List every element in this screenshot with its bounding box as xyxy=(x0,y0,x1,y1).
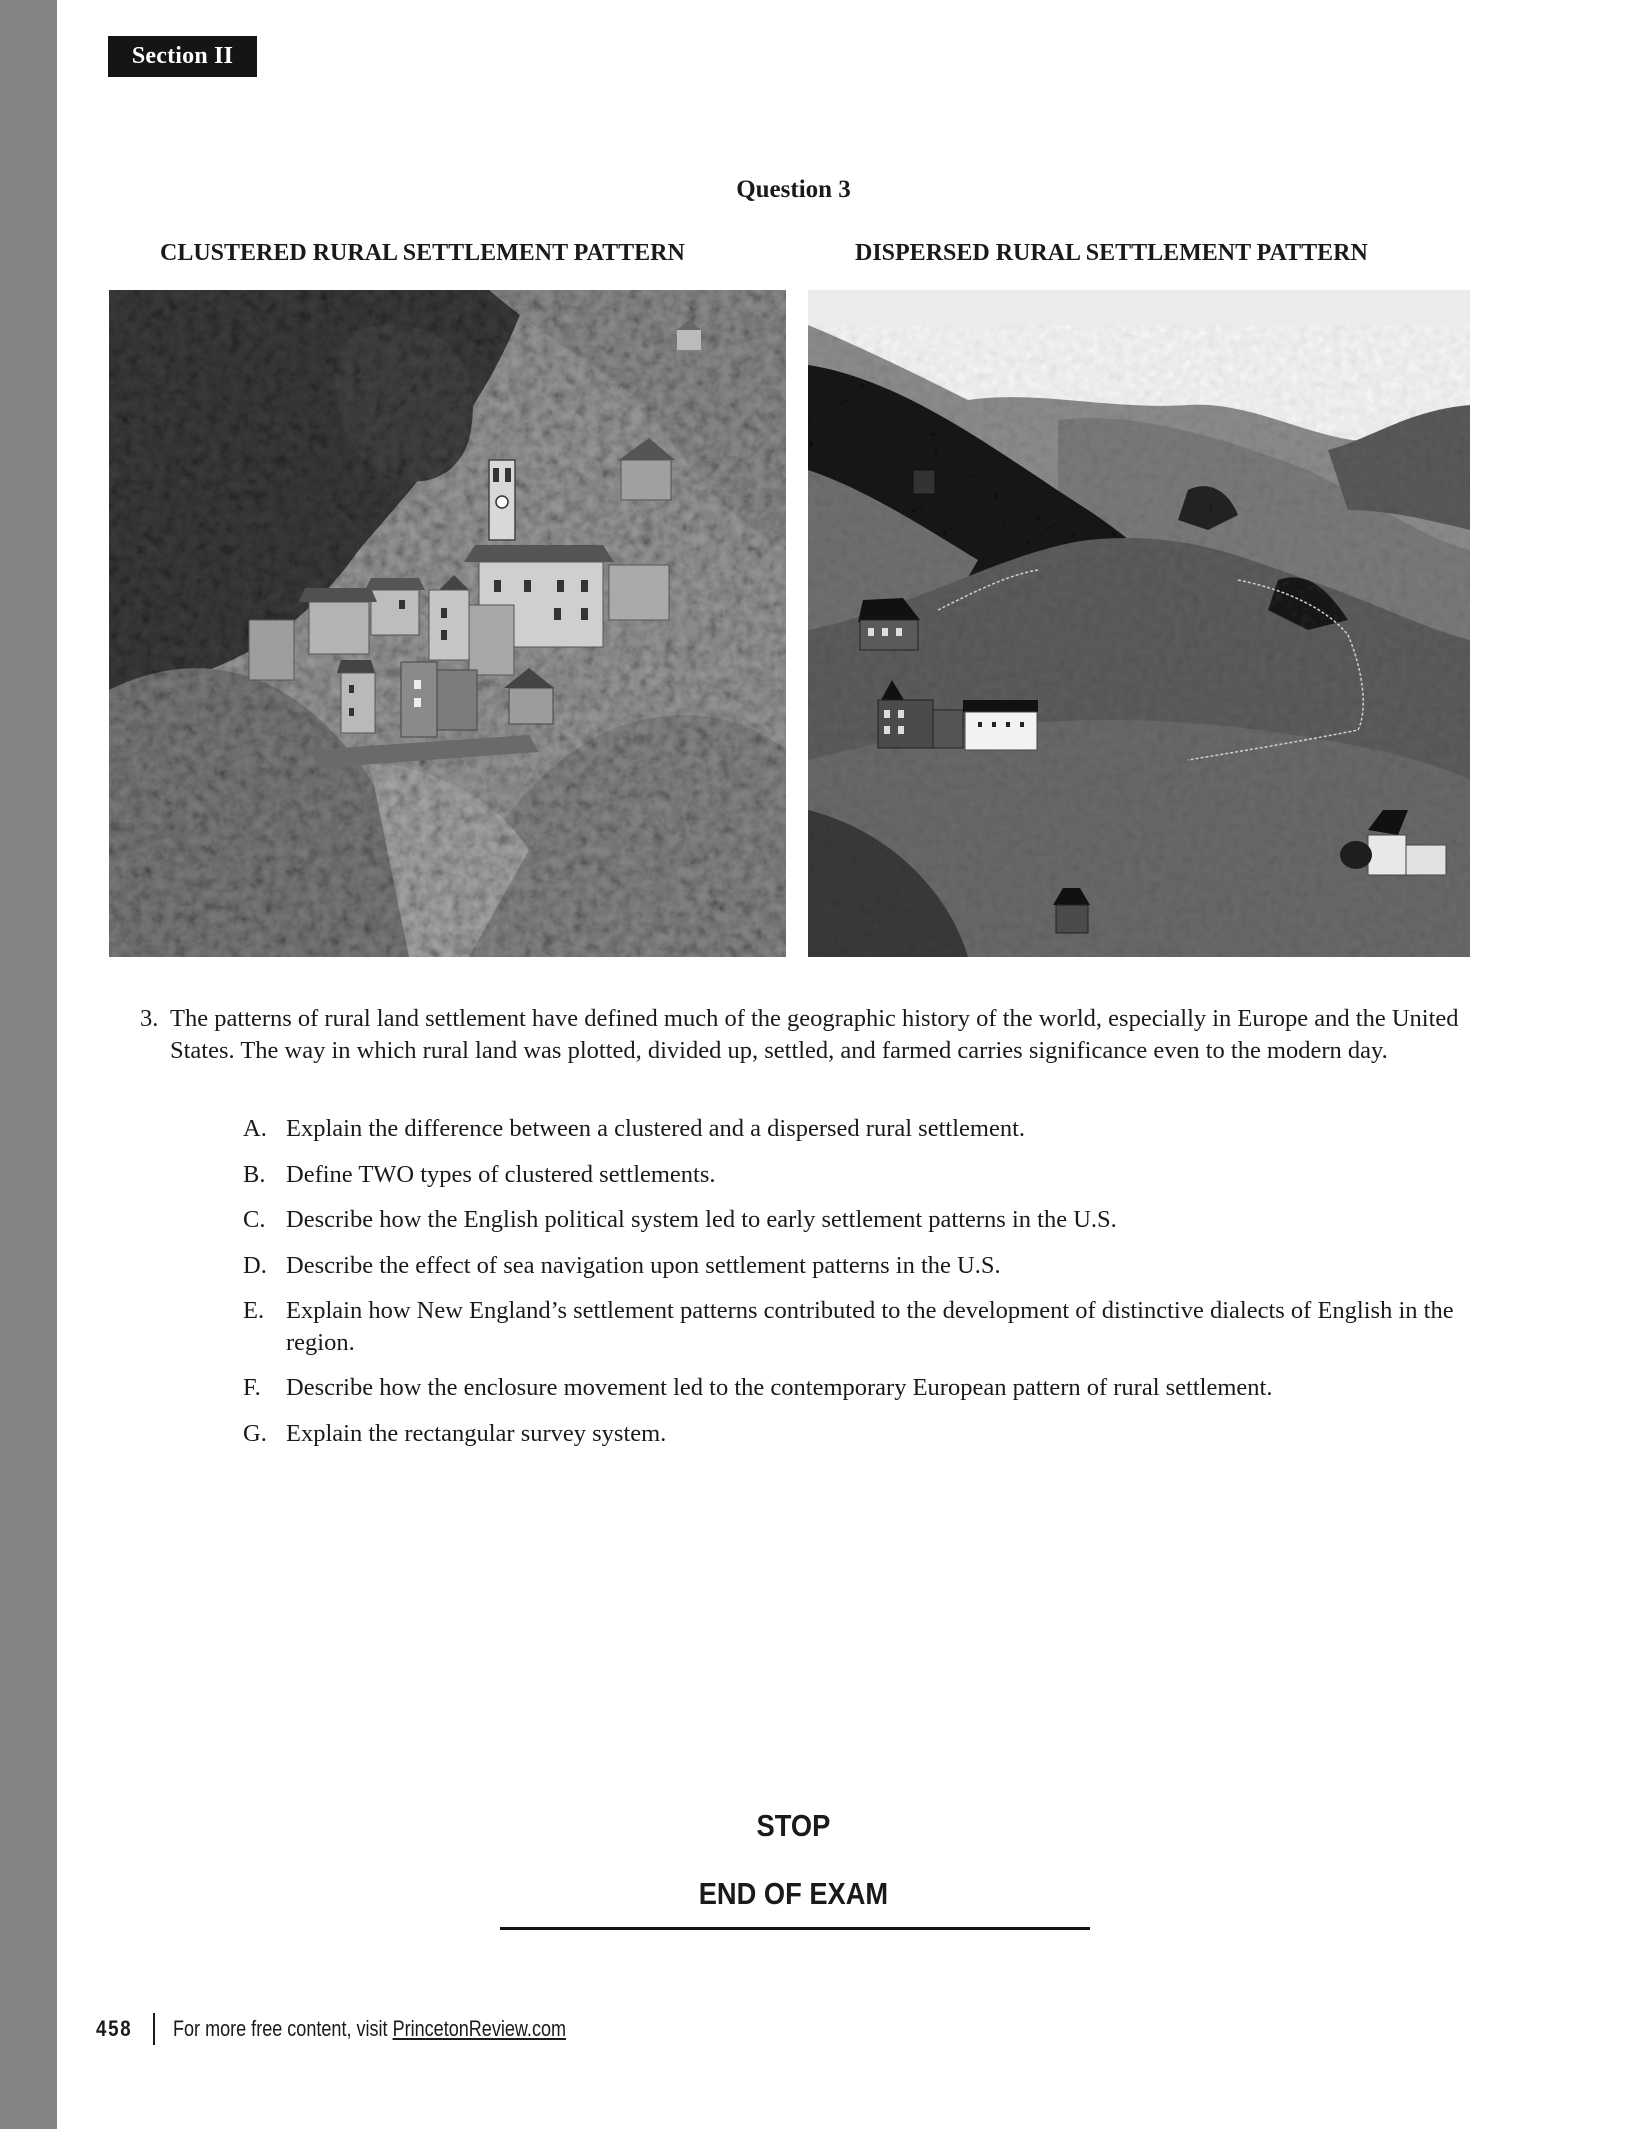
question-part-a xyxy=(243,1113,1483,1145)
question-part-c xyxy=(243,1204,1483,1236)
part-letter: A. xyxy=(243,1115,267,1142)
page-number: 458 xyxy=(96,2016,133,2041)
page-footer xyxy=(96,2012,652,2046)
end-of-exam-heading: END OF EXAM xyxy=(698,1876,889,1911)
part-text: Explain how New England’s settlement patterns contributed to the development of distinctive dialects of English in the region. xyxy=(286,1297,1454,1356)
part-text: Explain the rectangular survey system. xyxy=(286,1419,667,1447)
part-letter: B. xyxy=(243,1160,266,1188)
question-3 xyxy=(140,1003,1470,1066)
question-stem: The patterns of rural land settlement have defined much of the geographic history of the world, especially in Europe and the United States. The way in which rural land was plotted, divided up, settled, and farmed carries significance even to the modern day. xyxy=(170,1005,1459,1064)
part-text: Explain the difference between a clustered and a dispersed rural settlement. xyxy=(286,1115,1025,1142)
page-side-bar xyxy=(0,0,57,2129)
figure-label-dispersed: DISPERSED RURAL SETTLEMENT PATTERN xyxy=(855,240,1368,266)
footer-promo-text: For more free content, visit xyxy=(172,2016,393,2041)
part-text: Describe how the enclosure movement led to the contemporary European pattern of rural settlement. xyxy=(286,1374,1273,1401)
part-letter: E. xyxy=(243,1297,265,1324)
question-number: 3. xyxy=(140,1005,159,1032)
question-part-g xyxy=(243,1418,1483,1450)
section-tab xyxy=(108,36,257,77)
dispersed-settlement-image xyxy=(808,290,1470,957)
question-part-b xyxy=(243,1159,1483,1191)
figure-label-clustered: CLUSTERED RURAL SETTLEMENT PATTERN xyxy=(160,240,685,266)
question-part-f xyxy=(243,1372,1483,1404)
question-part-e xyxy=(243,1295,1483,1358)
footer-divider xyxy=(153,2013,155,2045)
part-text: Describe the effect of sea navigation upon settlement patterns in the U.S. xyxy=(286,1251,1001,1279)
clustered-settlement-image xyxy=(109,290,786,957)
footer-text xyxy=(173,2016,566,2042)
princeton-review-link[interactable]: PrincetonReview.com xyxy=(392,2016,566,2041)
part-text: Define TWO types of clustered settlements. xyxy=(286,1160,716,1188)
question-title: Question 3 xyxy=(736,176,851,203)
part-letter: C. xyxy=(243,1206,266,1233)
clustered-settlement-photo xyxy=(109,290,786,957)
part-text: Describe how the English political system led to early settlement patterns in the U.S. xyxy=(286,1206,1117,1233)
end-divider xyxy=(500,1927,1090,1930)
question-parts xyxy=(243,1113,1483,1463)
stop-heading: STOP xyxy=(756,1808,831,1843)
question-part-d xyxy=(243,1250,1483,1282)
part-letter: D. xyxy=(243,1251,267,1279)
part-letter: G. xyxy=(243,1419,267,1447)
section-tab-label: Section II xyxy=(131,43,234,69)
dispersed-settlement-photo xyxy=(808,290,1470,957)
part-letter: F. xyxy=(243,1374,261,1401)
